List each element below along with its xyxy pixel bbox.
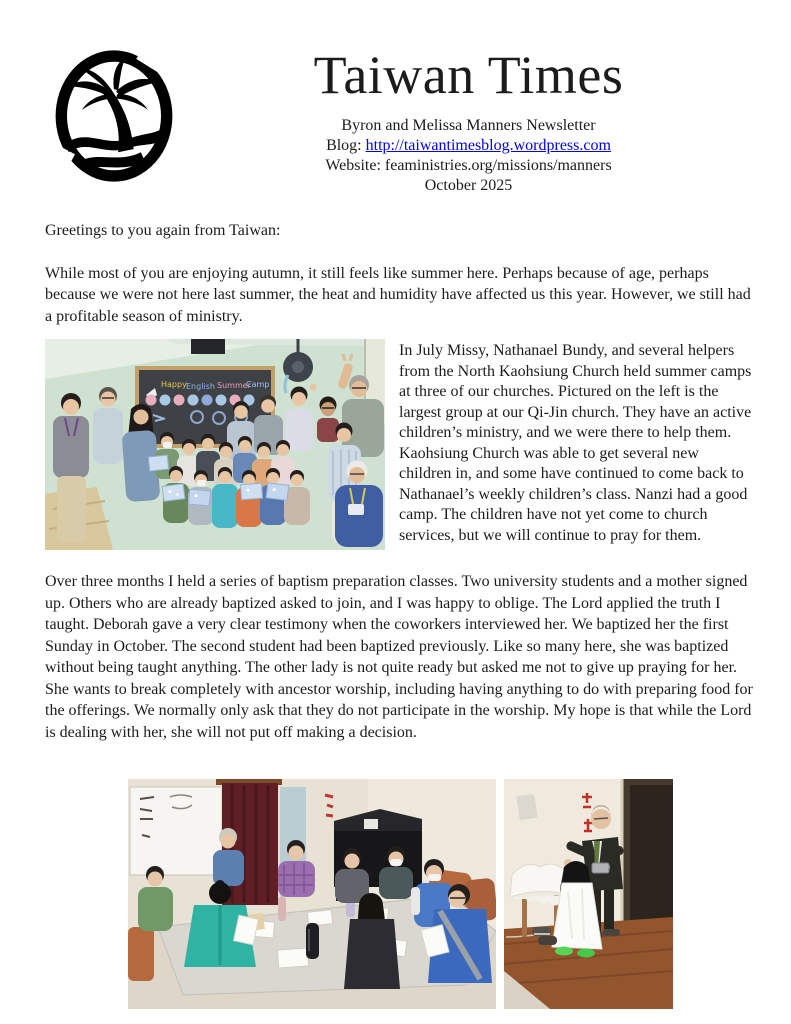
website-line: Website: feaministries.org/missions/manners xyxy=(325,157,612,174)
bible-study-photo-graphic xyxy=(128,779,496,1009)
green-slipper xyxy=(555,947,573,956)
doorway xyxy=(622,779,673,931)
board-word-happy: Happy xyxy=(161,380,187,389)
wall-speaker xyxy=(516,794,537,820)
glasses xyxy=(594,818,608,819)
blog-label: Blog: xyxy=(326,137,362,154)
masthead xyxy=(0,0,791,196)
baptism-paragraph: Over three months I held a series of baptism preparation classes. Two university students and a mother signed up. Others who are already baptized asked to join, and I was happy to oblige. The Lord applied the truth I taught. Deborah gave a very clear testimony when the coworkers interviewed her. We baptized her the first Sunday in October. The second student had been baptized previously. Like so many here, she was baptized without being taught anything. The other lady is not quite ready but asked me not to give up praying for her. She wants to break completely with ancestor worship, including having anything to do with preparing food for the offerings. We normally only ask that they do not participate in the worship. My hope is that while the Lord is dealing with her, she will not put off making a decision. xyxy=(45,573,753,741)
board-word-summer: Summer xyxy=(217,381,251,390)
greeting-paragraph: Greetings to you again from Taiwan: xyxy=(45,222,281,239)
photo-summer-camp-group xyxy=(45,339,385,550)
newsletter-title: Taiwan Times xyxy=(313,45,624,105)
adult-curly-glasses-man xyxy=(317,397,339,443)
board-word-english: English xyxy=(186,382,215,391)
summer-camp-photo-graphic xyxy=(45,339,385,550)
thermos xyxy=(306,923,319,959)
summer-paragraph: While most of you are enjoying autumn, it still feels like summer here. Perhaps because of age, perhaps because we were not here last summer, the heat and humidity have affected us this year. However, we still had a profitable season of ministry. xyxy=(45,264,751,325)
baptism-photo-graphic xyxy=(504,779,673,1009)
blog-line xyxy=(176,136,761,156)
whiteboard xyxy=(130,787,222,875)
blog-link[interactable]: http://taiwantimesblog.wordpress.com xyxy=(365,137,611,154)
camps-paragraph: In July Missy, Nathanael Bundy, and several helpers from the North Kaohsiung Church held summer camps at three of our churches. Pictured on the left is the largest group at our Qi-Jin church. They have an active children’s ministry, and we were there to help them. Kaohsiung Church was able to get several new children in, and some have continued to come back to Nathanael’s weekly children’s class. Nanzi had a good camp. The children have not yet come to church services, but we will continue to pray for them. xyxy=(399,342,752,544)
ceiling-speaker xyxy=(191,339,225,354)
photo-bible-study xyxy=(128,779,496,1009)
newsletter-subtitle: Byron and Melissa Manners Newsletter xyxy=(341,117,596,134)
issue-date: October 2025 xyxy=(424,177,513,194)
palm-island-logo-icon xyxy=(52,46,176,184)
camps-section xyxy=(45,339,755,550)
masthead-text xyxy=(176,46,761,196)
photo-baptism xyxy=(504,779,673,1009)
pink-bottle xyxy=(278,897,286,921)
palm-island-logo xyxy=(52,46,176,184)
green-slipper-2 xyxy=(577,949,595,958)
newsletter-body xyxy=(0,220,791,1009)
board-word-camp: Camp xyxy=(246,380,270,389)
bottom-photos xyxy=(45,779,755,1009)
